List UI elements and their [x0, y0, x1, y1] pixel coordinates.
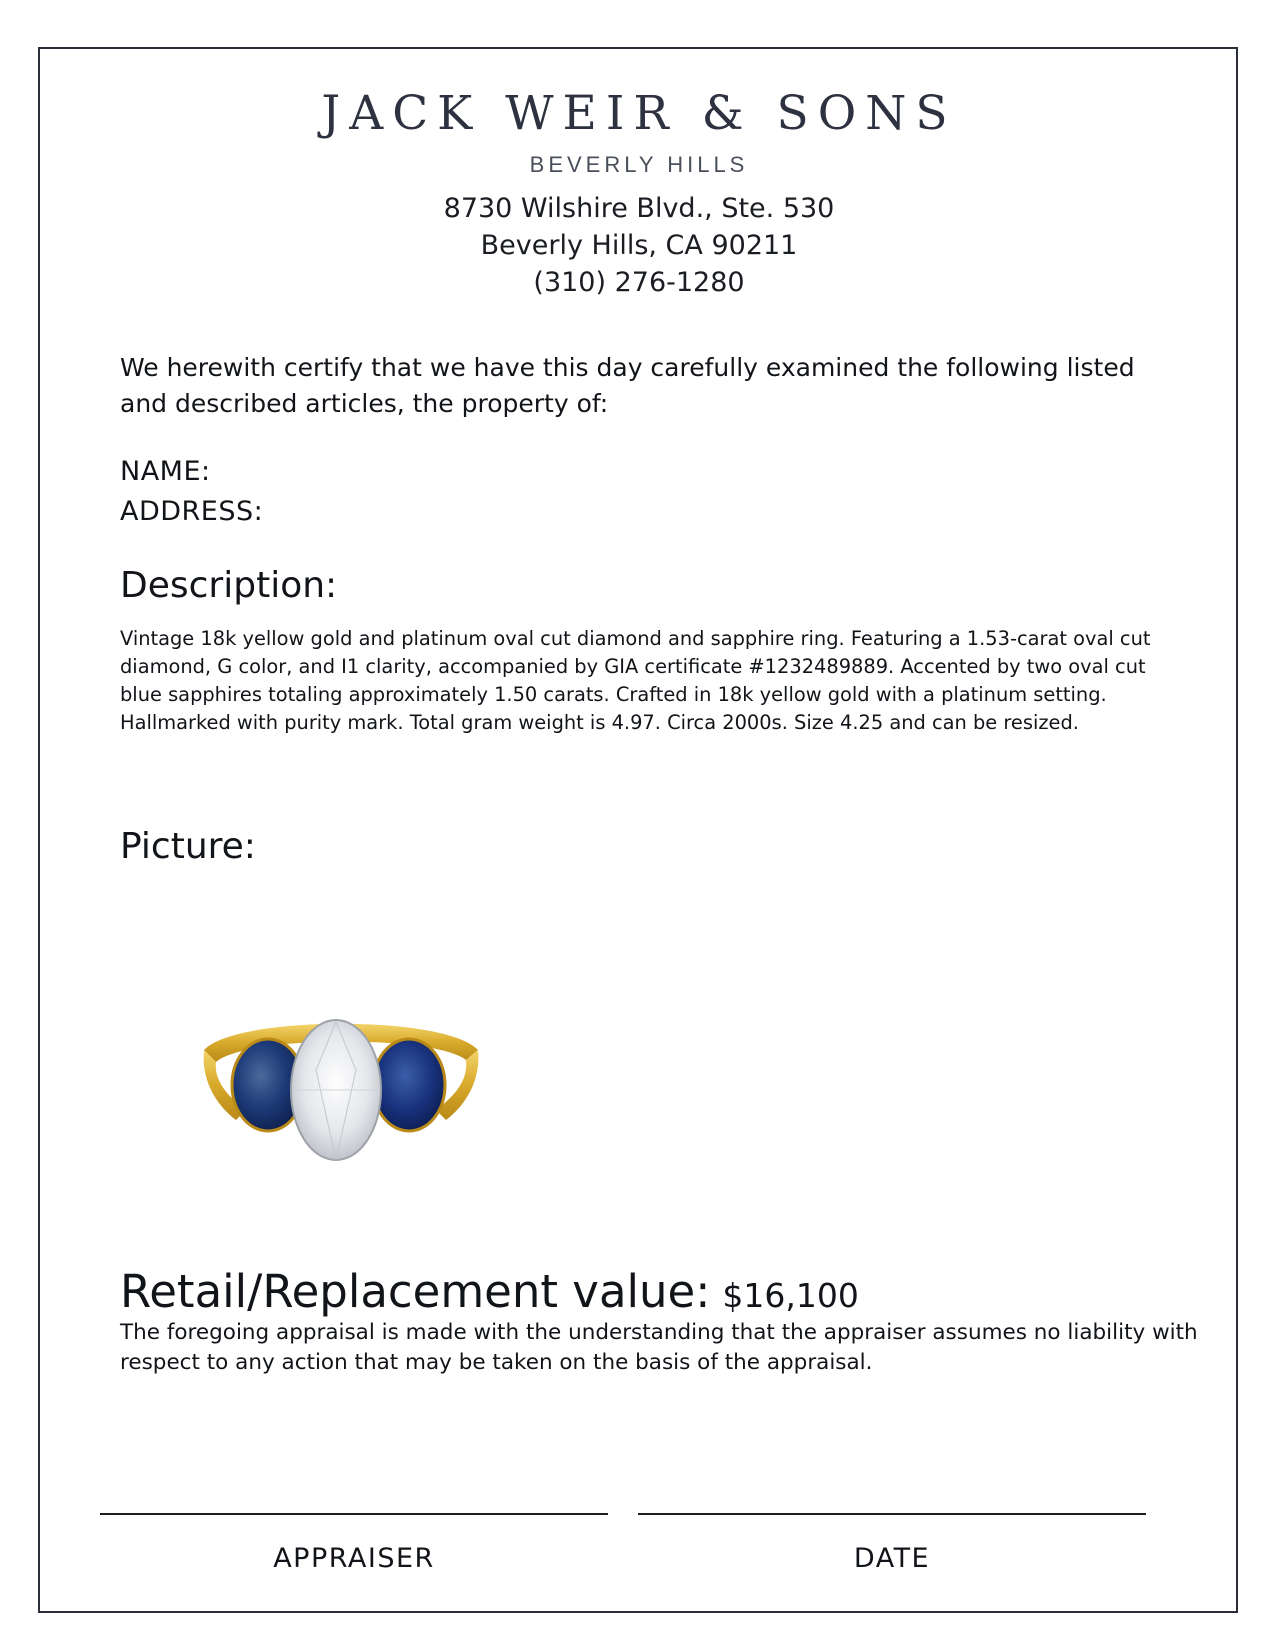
description-text: Vintage 18k yellow gold and platinum oval cut diamond and sapphire ring. Featuring a 1.53-carat oval cut diamond, G color, and I1 clarity, accompanied by GIA certificate #1232489889. Accented by two oval cut blue sapphires totaling approximately 1.50 carats. Crafted in 18k yellow gold with a platinum setting. Hallmarked with purity mark. Total gram weight is 4.97. Circa 2000s. Size 4.25 and can be resized.: [120, 627, 1151, 734]
address-label: ADDRESS:: [120, 496, 264, 527]
phone-number: (310) 276-1280: [533, 267, 745, 298]
appraiser-signature-line: [100, 1513, 608, 1515]
address-line-2: Beverly Hills, CA 90211: [480, 230, 798, 261]
description-heading: Description:: [120, 565, 338, 606]
brand-logo-location: BEVERLY HILLS: [529, 152, 749, 177]
name-label: NAME:: [120, 456, 211, 487]
picture-heading: Picture:: [120, 826, 256, 867]
certification-intro: We herewith certify that we have this day carefully examined the following listed and described articles, the property of:: [120, 353, 1135, 418]
valuation-row: [120, 1265, 859, 1318]
valuation-amount: $16,100: [722, 1276, 859, 1315]
ring-photo: [196, 1010, 496, 1210]
date-label: DATE: [853, 1543, 931, 1574]
brand-logo-name: JACK WEIR & SONS: [321, 86, 957, 141]
appraiser-label: APPRAISER: [273, 1543, 435, 1574]
date-signature-line: [638, 1513, 1146, 1515]
appraisal-disclaimer: The foregoing appraisal is made with the understanding that the appraiser assumes no liability with respect to any action that may be taken on the basis of the appraisal.: [120, 1320, 1198, 1375]
valuation-label: Retail/Replacement value:: [120, 1265, 711, 1318]
address-line-1: 8730 Wilshire Blvd., Ste. 530: [443, 193, 835, 224]
